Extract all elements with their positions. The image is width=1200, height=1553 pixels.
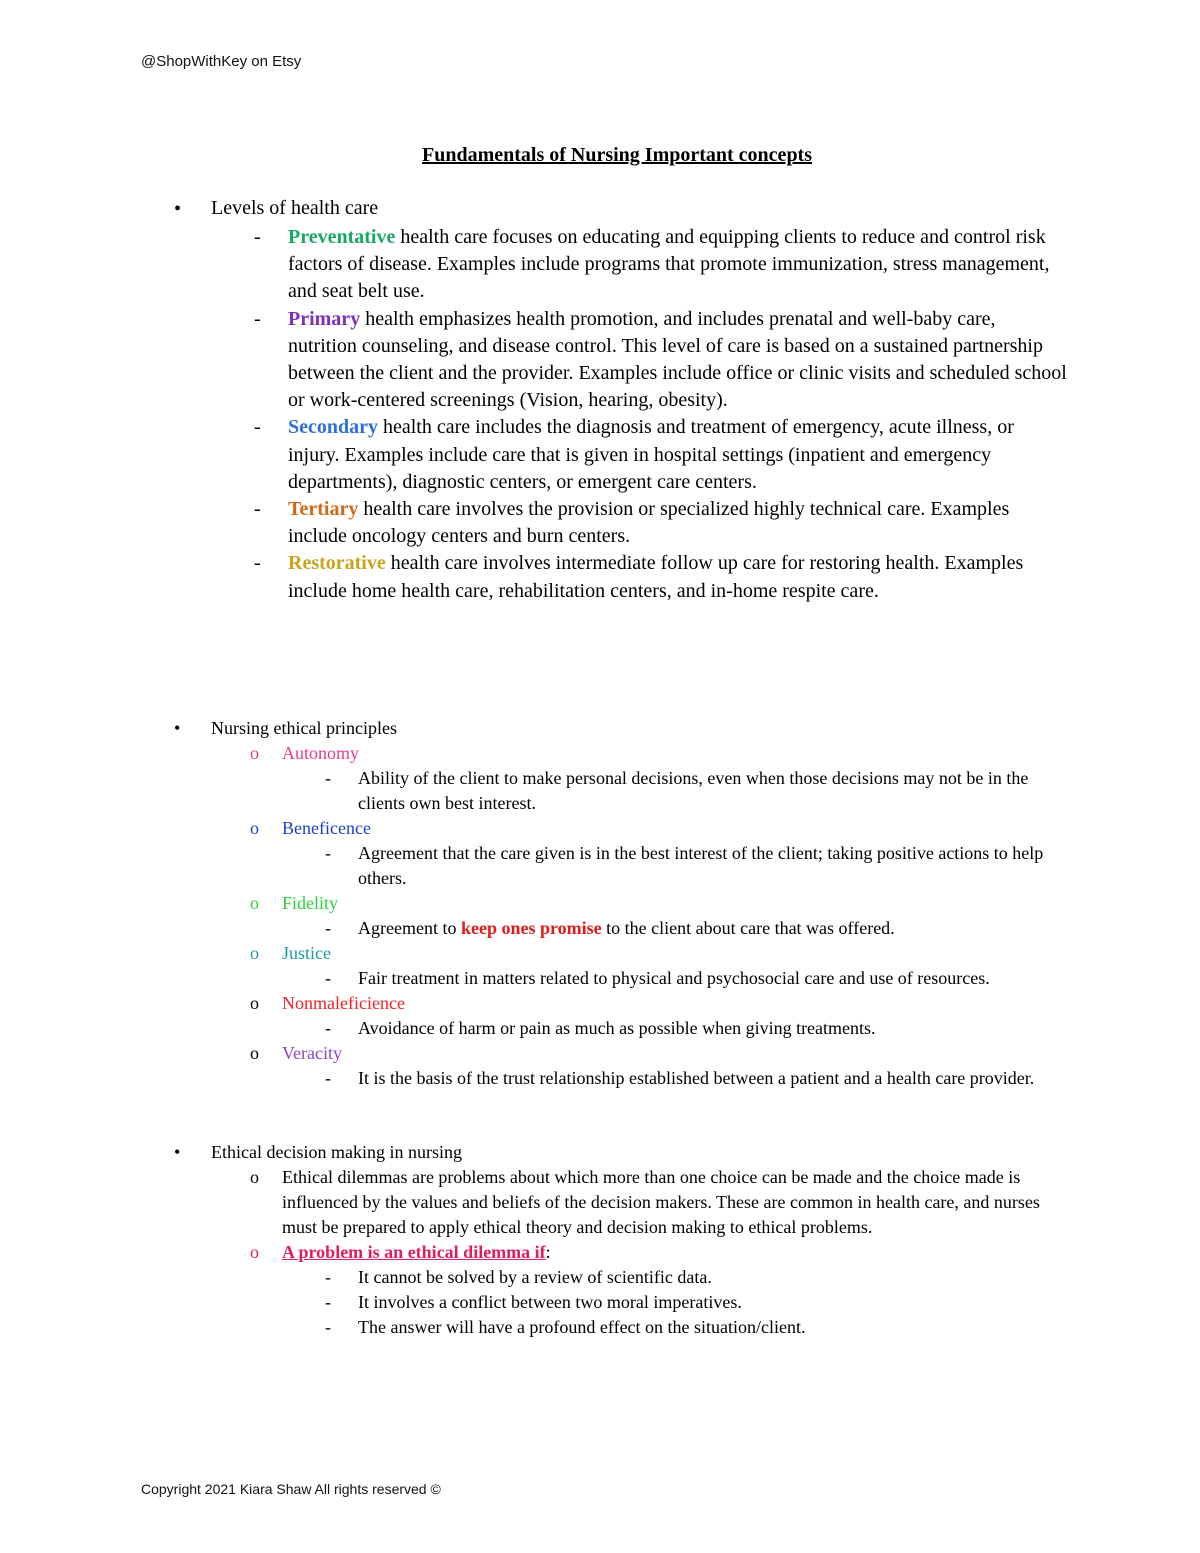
criteria-item xyxy=(325,1290,1058,1315)
level-item-tertiary xyxy=(254,496,1068,550)
principle-definition xyxy=(325,1016,1058,1041)
dash-marker: - xyxy=(325,1068,331,1088)
level-term: Preventative xyxy=(288,226,396,248)
criteria-text: It cannot be solved by a review of scientific data. xyxy=(358,1267,712,1287)
principle-name: Veracity xyxy=(282,1043,342,1063)
dash-marker: - xyxy=(325,1317,331,1337)
circle-marker: o xyxy=(250,993,259,1013)
circle-marker: o xyxy=(250,893,259,913)
principle-definition xyxy=(325,766,1058,816)
principle-name: Nonmaleficience xyxy=(282,993,405,1013)
level-description: health care includes the diagnosis and treatment of emergency, acute illness, or injury. Examples include care that is given in hospital settings (inpatient and emergency departments), diagnostic centers, or emergent care centers. xyxy=(288,416,1014,493)
level-item-preventative xyxy=(254,224,1068,306)
ethics-heading: Nursing ethical principles xyxy=(211,718,397,738)
principle-beneficence xyxy=(250,816,1062,841)
dash-marker: - xyxy=(254,226,261,248)
level-description: health care involves intermediate follow up care for restoring health. Examples include home health care, rehabilitation centers, and in-home respite care. xyxy=(288,552,1024,602)
principle-veracity xyxy=(250,1041,1062,1066)
principle-definition xyxy=(325,841,1058,891)
criteria-text: It involves a conflict between two moral imperatives. xyxy=(358,1292,742,1312)
definition-emphasis: keep ones promise xyxy=(460,918,602,938)
dash-marker: - xyxy=(325,918,331,938)
criteria-text: The answer will have a profound effect on the situation/client. xyxy=(358,1317,806,1337)
bullet-marker: • xyxy=(174,1142,181,1162)
levels-section xyxy=(0,197,1200,605)
decision-heading: Ethical decision making in nursing xyxy=(211,1142,462,1162)
dash-marker: - xyxy=(325,968,331,988)
principle-autonomy xyxy=(250,741,1062,766)
principle-justice xyxy=(250,941,1062,966)
decision-paragraph-row xyxy=(250,1165,1062,1240)
principle-definition xyxy=(325,966,1058,991)
dash-marker: - xyxy=(325,843,331,863)
decision-section xyxy=(0,1140,1200,1340)
circle-marker: o xyxy=(250,943,259,963)
level-term: Secondary xyxy=(288,416,378,439)
dash-marker: - xyxy=(254,307,261,330)
levels-heading-row xyxy=(0,197,1200,224)
level-description: health care focuses on educating and equipping clients to reduce and control risk factors of disease. Examples include programs that promote immunization, stress management, and seat belt use. xyxy=(288,226,1050,303)
circle-marker: o xyxy=(250,1242,259,1262)
dash-marker: - xyxy=(254,416,261,439)
definition-text: Fair treatment in matters related to physical and psychosocial care and use of resources. xyxy=(358,968,990,988)
definition-text: Ability of the client to make personal decisions, even when those decisions may not be in the clients own best interest. xyxy=(358,768,1029,813)
principle-nonmaleficience xyxy=(250,991,1062,1016)
bullet-marker: • xyxy=(174,718,181,738)
circle-marker: o xyxy=(250,743,259,763)
principle-definition xyxy=(325,1066,1058,1091)
ethics-heading-row xyxy=(174,716,1061,741)
level-term: Tertiary xyxy=(288,498,359,521)
decision-heading-row xyxy=(174,1140,1061,1165)
level-description: health emphasizes health promotion, and includes prenatal and well-baby care, nutrition counseling, and disease control. This level of care is based on a sustained partnership between the client and the provider. Examples include office or clinic visits and scheduled school or work-centered screenings (Vision, hearing, obesity). xyxy=(288,307,1067,412)
criteria-heading: A problem is an ethical dilemma if xyxy=(282,1242,546,1262)
definition-text: It is the basis of the trust relationship established between a patient and a health care provider. xyxy=(358,1068,1035,1088)
level-description: health care involves the provision or specialized highly technical care. Examples include oncology centers and burn centers. xyxy=(288,498,1010,548)
level-item-restorative xyxy=(254,550,1068,604)
principle-name: Fidelity xyxy=(282,893,339,913)
circle-marker: o xyxy=(250,1167,259,1187)
criteria-heading-row xyxy=(250,1240,1062,1265)
bullet-marker: • xyxy=(174,198,182,220)
decision-paragraph: Ethical dilemmas are problems about which more than one choice can be made and the choice made is influenced by the values and beliefs of the decision makers. These are common in health care, and nurses must be prepared to apply ethical theory and decision making to ethical problems. xyxy=(282,1167,1040,1237)
level-term: Restorative xyxy=(288,552,386,575)
copyright-footer: Copyright 2021 Kiara Shaw All rights reserved © xyxy=(141,1481,441,1497)
level-item-secondary xyxy=(254,414,1068,496)
dash-marker: - xyxy=(254,498,261,521)
principle-name: Beneficence xyxy=(282,818,371,838)
circle-marker: o xyxy=(250,1043,259,1063)
principle-fidelity xyxy=(250,891,1062,916)
principle-definition xyxy=(325,916,1058,941)
definition-text: to the client about care that was offered. xyxy=(601,918,895,938)
page-title: Fundamentals of Nursing Important concepts xyxy=(421,144,813,166)
levels-heading: Levels of health care xyxy=(211,197,379,219)
ethics-section xyxy=(0,716,1200,1091)
dash-marker: - xyxy=(325,768,331,788)
principle-name: Autonomy xyxy=(282,743,360,763)
level-term: Primary xyxy=(288,307,361,330)
circle-marker: o xyxy=(250,818,259,838)
definition-text: Agreement to xyxy=(358,918,461,938)
definition-text: Agreement that the care given is in the best interest of the client; taking positive actions to help others. xyxy=(358,843,1044,888)
criteria-colon: : xyxy=(545,1242,551,1262)
dash-marker: - xyxy=(254,552,261,575)
criteria-item xyxy=(325,1265,1058,1290)
header-note: @ShopWithKey on Etsy xyxy=(141,53,302,70)
level-item-primary xyxy=(254,306,1068,415)
dash-marker: - xyxy=(325,1292,331,1312)
dash-marker: - xyxy=(325,1018,331,1038)
dash-marker: - xyxy=(325,1267,331,1287)
definition-text: Avoidance of harm or pain as much as possible when giving treatments. xyxy=(358,1018,876,1038)
criteria-item xyxy=(325,1315,1058,1340)
principle-name: Justice xyxy=(282,943,331,963)
